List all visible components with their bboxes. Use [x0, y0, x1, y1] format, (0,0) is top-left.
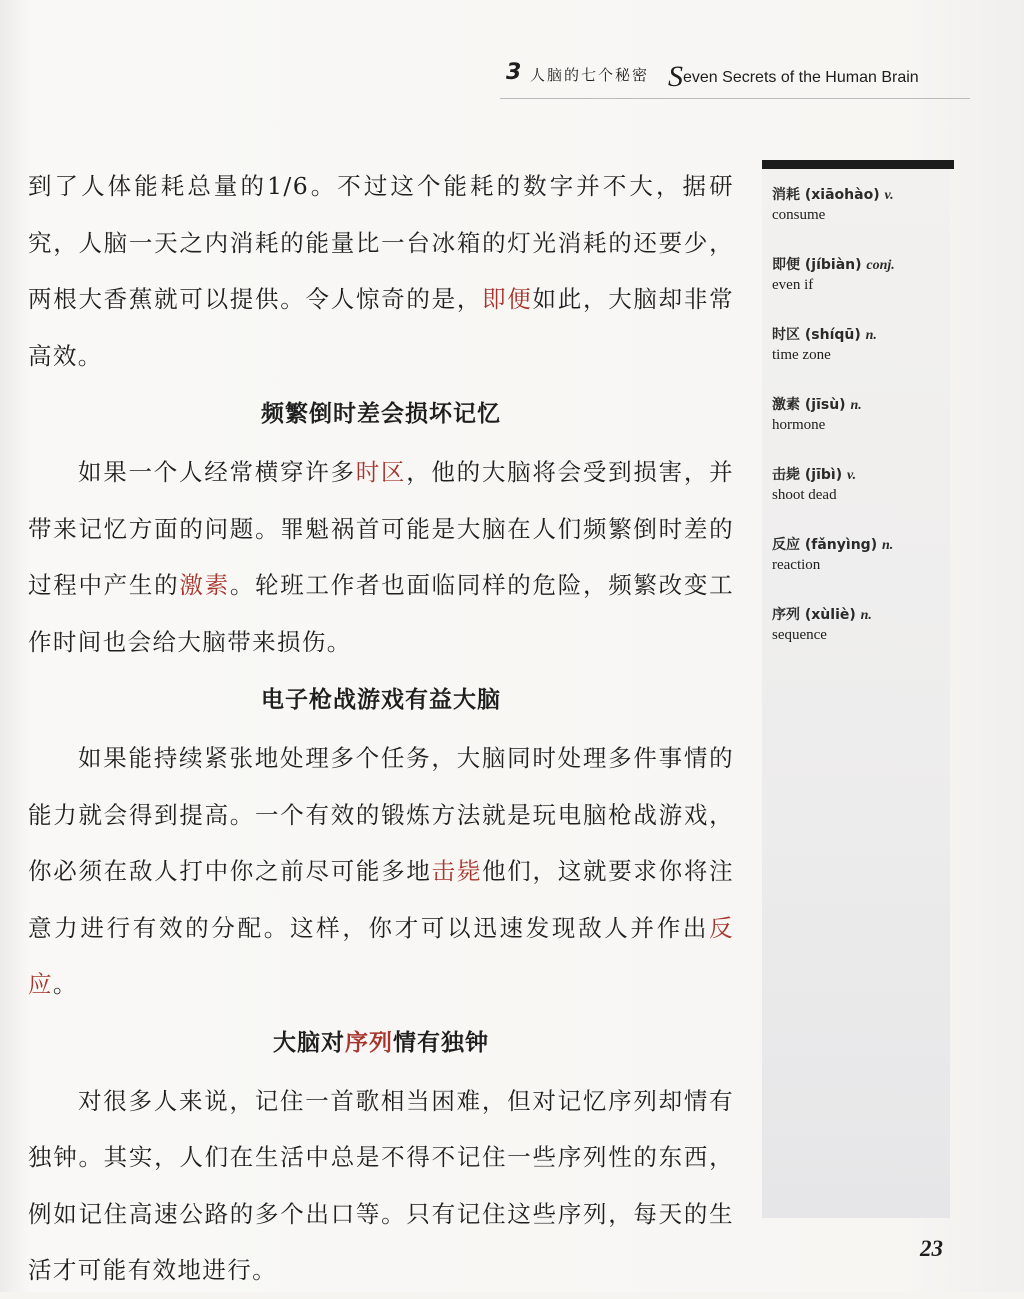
- glossary-entry: [772, 254, 952, 294]
- glossary-sidebar: [762, 160, 950, 1218]
- glossary-pos: v.: [846, 468, 857, 483]
- glossary-definition: reaction: [772, 557, 821, 573]
- chapter-title-en: [668, 62, 919, 92]
- section-heading-2: 电子枪战游戏有益大脑: [261, 687, 501, 713]
- paragraph-1-text: 到了人体能耗总量的1/6。不过这个能耗的数字并不大，据研究，人脑一天之内消耗的能量比一台冰箱的灯光消耗的还要少，两根大香蕉就可以提供。令人惊奇的是，: [28, 172, 734, 313]
- chapter-number: 3: [506, 60, 522, 85]
- glossary-pos: v.: [884, 188, 894, 203]
- glossary-entry: [772, 324, 952, 364]
- paragraph-2-text-c: 。轮班工作者也面临同样的危险，频繁改变工作时间也会给大脑带来损伤。: [28, 571, 734, 656]
- paragraph-1-tail: 如此，大脑却非常高效。: [28, 285, 734, 370]
- section-heading-3-text-a: 大脑对: [273, 1029, 345, 1056]
- paragraph-2-text-a: 如果一个人经常横穿许多: [78, 458, 356, 486]
- glossary-definition: hormone: [772, 417, 826, 433]
- glossary-top-bar: [762, 160, 954, 169]
- section-heading-3: [28, 1013, 734, 1073]
- main-text: [28, 158, 734, 1299]
- section-heading-3-text-b: 情有独钟: [393, 1029, 489, 1056]
- vocab-highlight: 击毙: [431, 857, 483, 885]
- header-rule: [500, 98, 970, 99]
- vocab-highlight: 即便: [482, 285, 533, 313]
- glossary-entry: [772, 184, 952, 224]
- glossary-pos: n.: [881, 538, 894, 553]
- glossary-pos: n.: [865, 328, 877, 343]
- glossary-term: 击毙 (jībì) v.: [772, 467, 857, 483]
- glossary-entry: [772, 394, 952, 434]
- paragraph-1: [28, 158, 734, 384]
- paragraph-3-text-a: 如果能持续紧张地处理多个任务，大脑同时处理多件事情的能力就会得到提高。一个有效的锻炼方法就是玩电脑枪战游戏，你必须在敌人打中你之前尽可能多地: [28, 744, 734, 885]
- glossary-definition: time zone: [772, 347, 831, 363]
- glossary-entry: [772, 464, 952, 504]
- glossary-term: 消耗 (xiāohào) v.: [772, 187, 894, 203]
- paragraph-3-text-b: 他们，这就要求你将注意力进行有效的分配。这样，你才可以迅速发现敌人并作出: [28, 857, 734, 942]
- page-number: 23: [920, 1236, 943, 1261]
- glossary-definition: sequence: [772, 627, 827, 643]
- paragraph-4: 对很多人来说，记住一首歌相当困难，但对记忆序列却情有独钟。其实，人们在生活中总是不得不记住一些序列性的东西，例如记住高速公路的多个出口等。只有记住这些序列，每天的生活才可能有效地进行。: [28, 1086, 734, 1284]
- paragraph-2-text-b: ，他的大脑将会受到损害，并带来记忆方面的问题。罪魁祸首可能是大脑在人们频繁倒时差的过程中产生的: [28, 458, 735, 599]
- chapter-title-cn: 人脑的七个秘密: [530, 66, 650, 84]
- glossary-entry: [772, 604, 952, 644]
- chapter-title-en-initial: S: [668, 60, 683, 93]
- glossary-pos: n.: [860, 608, 872, 623]
- vocab-highlight: 激素: [179, 571, 230, 599]
- glossary-definition: consume: [772, 207, 826, 223]
- paragraph-2: [28, 444, 734, 670]
- paragraph-3: [28, 730, 734, 1013]
- glossary-definition: even if: [772, 277, 814, 293]
- paragraph-3-text-c: 。: [52, 970, 78, 998]
- vocab-highlight: 反应: [28, 913, 734, 998]
- glossary-term: 反应 (fǎnyìng) n.: [772, 537, 894, 553]
- vocab-highlight: 时区: [355, 458, 407, 486]
- glossary-term: 即便 (jíbiàn) conj.: [772, 257, 895, 273]
- chapter-title-en-rest: even Secrets of the Human Brain: [683, 69, 919, 86]
- glossary-entry: [772, 534, 952, 574]
- section-heading-1: 频繁倒时差会损坏记忆: [261, 401, 501, 427]
- glossary-definition: shoot dead: [772, 487, 837, 503]
- glossary-term: 时区 (shíqū) n.: [772, 327, 877, 343]
- glossary-term: 激素 (jīsù) n.: [772, 397, 862, 413]
- running-header: [500, 58, 970, 108]
- glossary-pos: n.: [850, 398, 862, 413]
- vocab-highlight: 序列: [345, 1029, 393, 1056]
- glossary-pos: conj.: [866, 258, 895, 273]
- glossary-term: 序列 (xùliè) n.: [772, 607, 872, 623]
